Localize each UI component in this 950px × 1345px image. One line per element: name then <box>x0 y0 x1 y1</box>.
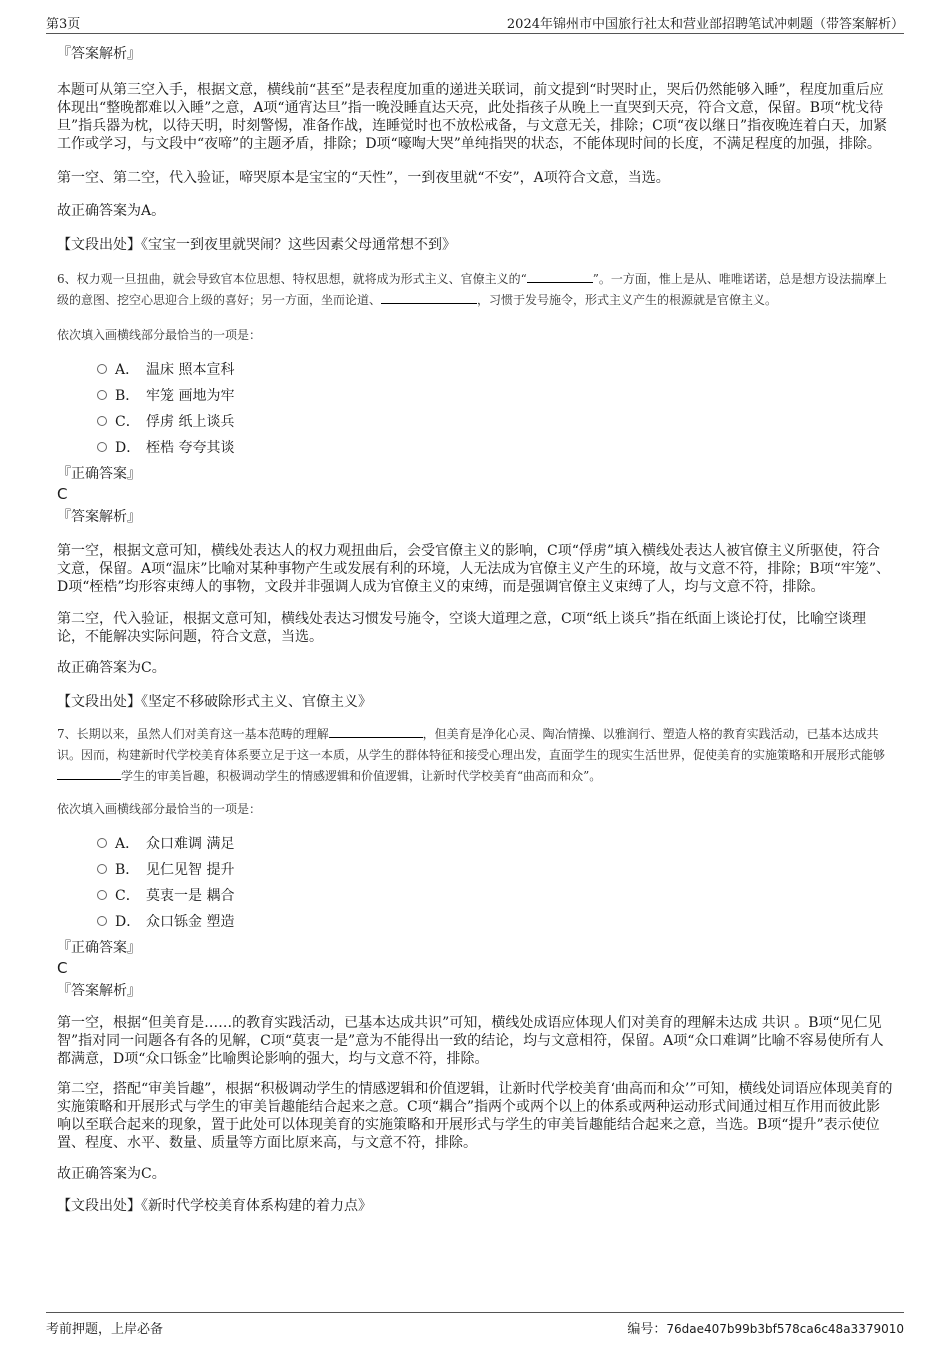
q6-stem-part-c: ，习惯于发号施令，形式主义产生的根源就是官僚主义。 <box>477 293 778 307</box>
correct-label: 『正确答案』 <box>57 466 141 482</box>
q6-analysis-p1: 第一空，根据文意可知，横线处表达人的权力观扭曲后，会受官僚主义的影响，C项“俘虏”填入横线处表达人被官僚主义所驱使，符合文意，保留。A项“温床”比喻对某种事物产生或发展有利的环境，人无法成为官僚主义产生的环境，故与文意不符，排除；B项“牢笼”、D项“桎梏”均形容束缚人的事物，文段并非强调人成为官僚主义的束缚，而是强调官僚主义束缚了人，均与文意不符，排除。 <box>57 543 891 595</box>
q7-analysis-p2: 第二空，搭配“审美旨趣”，根据“积极调动学生的情感逻辑和价值逻辑，让新时代学校美育‘曲高而和众’”可知，横线处词语应体现美育的实施策略和开展形式与学生的审美旨趣能结合起来之意。C项“耦合”指两个或两个以上的体系或两种运动形式间通过相互作用而彼此影响以至联合起来的现象，置于此处可以体现美育的实施策略和开展形式与学生的审美旨趣能结合起来之意，当选。B项“提升”表示使位置、程度、水平、数量、质量等方面比原来高，与文意不符，排除。 <box>57 1081 893 1151</box>
q7-stem <box>57 724 893 787</box>
q5-analysis-p2: 第一空、第二空，代入验证，啼哭原本是宝宝的“天性”，一到夜里就“不安”，A项符合文意，当选。 <box>57 170 670 186</box>
q7-answer: C <box>57 959 68 977</box>
q7-blank-2 <box>57 766 121 780</box>
q7-option-a[interactable]: A． 众口难调 满足 <box>97 830 893 856</box>
document-title: 2024年锦州市中国旅行社太和营业部招聘笔试冲刺题（带答案解析） <box>506 17 904 32</box>
footer-slogan: 考前押题，上岸必备 <box>46 1322 164 1337</box>
document-code <box>627 1318 904 1337</box>
q6-stem-part-b: ”。一方面，惟上是从、唯唯诺诺，总是想方设法揣摩上级的意图、挖空心思迎合上级的喜好；另一方面，坐而论道、 <box>57 272 887 307</box>
q7-source <box>57 1196 893 1216</box>
page-header <box>46 10 904 34</box>
radio-icon[interactable] <box>97 442 107 452</box>
source-label: 【文段出处】 <box>57 694 141 710</box>
q7-stem-part-c: 学生的审美旨趣，积极调动学生的情感逻辑和价值逻辑，让新时代学校美育“曲高而和众”。 <box>121 769 602 783</box>
radio-icon[interactable] <box>97 916 107 926</box>
radio-icon[interactable] <box>97 364 107 374</box>
q6-source-title: 《坚定不移破除形式主义、官僚主义》 <box>141 694 372 710</box>
q6-options <box>57 356 893 460</box>
q6-final-answer: 故正确答案为C。 <box>57 660 166 676</box>
radio-icon[interactable] <box>97 390 107 400</box>
source-label: 【文段出处】 <box>57 237 141 253</box>
q7-blank-1 <box>329 724 423 738</box>
code-value: 76dae407b99b3bf578ca6c48a3379010 <box>666 1322 904 1336</box>
q5-source <box>57 235 893 255</box>
q7-source-title: 《新时代学校美育体系构建的着力点》 <box>141 1198 372 1214</box>
page-footer <box>46 1312 904 1336</box>
q6-option-a[interactable]: A． 温床 照本宣科 <box>97 356 893 382</box>
analysis-label: 『答案解析』 <box>57 509 141 525</box>
q7-prompt: 依次填入画横线部分最恰当的一项是： <box>57 802 262 816</box>
q6-blank-2 <box>381 290 477 304</box>
q6-option-c[interactable]: C． 俘虏 纸上谈兵 <box>97 408 893 434</box>
q7-option-b[interactable]: B． 见仁见智 提升 <box>97 856 893 882</box>
q6-stem <box>57 269 893 311</box>
page-number: 第3页 <box>46 17 81 32</box>
q7-option-d[interactable]: D． 众口铄金 塑造 <box>97 908 893 934</box>
analysis-label: 『答案解析』 <box>57 983 141 999</box>
q5-final-answer: 故正确答案为A。 <box>57 203 166 219</box>
q6-analysis-p2: 第二空，代入验证，根据文意可知，横线处表达习惯发号施令，空谈大道理之意，C项“纸上谈兵”指在纸面上谈论打仗，比喻空谈理论，不能解决实际问题，符合文意，当选。 <box>57 611 867 645</box>
radio-icon[interactable] <box>97 890 107 900</box>
analysis-label: 『答案解析』 <box>57 46 141 62</box>
q6-option-b[interactable]: B． 牢笼 画地为牢 <box>97 382 893 408</box>
page-content <box>57 44 893 1216</box>
q7-analysis-p1: 第一空，根据“但美育是……的教育实践活动，已基本达成共识”可知，横线处成语应体现人们对美育的理解未达成 共识 。B项“见仁见智”指对同一问题各有各的见解，C项“莫衷一是”意为不能得出一致的结论，均与文意相符，保留。A项“众口难调”比喻不容易使所有人都满意，D项“众口铄金”比喻舆论影响的强大，均与文意不符，排除。 <box>57 1015 884 1067</box>
q6-option-d[interactable]: D． 桎梏 夸夸其谈 <box>97 434 893 460</box>
q6-blank-1 <box>527 269 593 283</box>
code-label: 编号： <box>627 1322 667 1337</box>
source-label: 【文段出处】 <box>57 1198 141 1214</box>
q7-stem-part-a: 7、长期以来，虽然人们对美育这一基本范畴的理解 <box>57 727 329 741</box>
q7-options <box>57 830 893 934</box>
radio-icon[interactable] <box>97 416 107 426</box>
radio-icon[interactable] <box>97 838 107 848</box>
q7-option-c[interactable]: C． 莫衷一是 耦合 <box>97 882 893 908</box>
correct-label: 『正确答案』 <box>57 940 141 956</box>
q6-source <box>57 692 893 712</box>
q6-prompt: 依次填入画横线部分最恰当的一项是： <box>57 328 262 342</box>
q7-final-answer: 故正确答案为C。 <box>57 1166 166 1182</box>
q7-stem-part-b: ，但美育是净化心灵、陶冶情操、以雅润行、塑造人格的教育实践活动，已基本达成共识。因而，构建新时代学校美育体系要立足于这一本质，从学生的群体特征和接受心理出发，直面学生的现实生活世界，促使美育的实施策略和开展形式能够 <box>57 727 886 762</box>
q6-stem-part-a: 6、权力观一旦扭曲，就会导致官本位思想、特权思想，就将成为形式主义、官僚主义的“ <box>57 272 527 286</box>
q5-analysis-p1: 本题可从第三空入手，根据文意，横线前“甚至”是表程度加重的递进关联词，前文提到“时哭时止，哭后仍然能够入睡”，程度加重后应体现出“整晚都难以入睡”之意，A项“通宵达旦”指一晚没睡直达天亮，此处指孩子从晚上一直哭到天亮，符合文意，保留。B项“枕戈待旦”指兵器为枕，以待天明，时刻警惕，准备作战，连睡觉时也不放松戒备，与文意无关，排除；C项“夜以继日”指夜晚连着白天，加紧工作或学习，与文段中“夜啼”的主题矛盾，排除；D项“嚎啕大哭”单纯指哭的状态，不能体现时间的长度，不满足程度的加强，排除。 <box>57 82 888 152</box>
q6-answer: C <box>57 485 68 503</box>
radio-icon[interactable] <box>97 864 107 874</box>
q5-source-title: 《宝宝一到夜里就哭闹？这些因素父母通常想不到》 <box>141 237 456 253</box>
